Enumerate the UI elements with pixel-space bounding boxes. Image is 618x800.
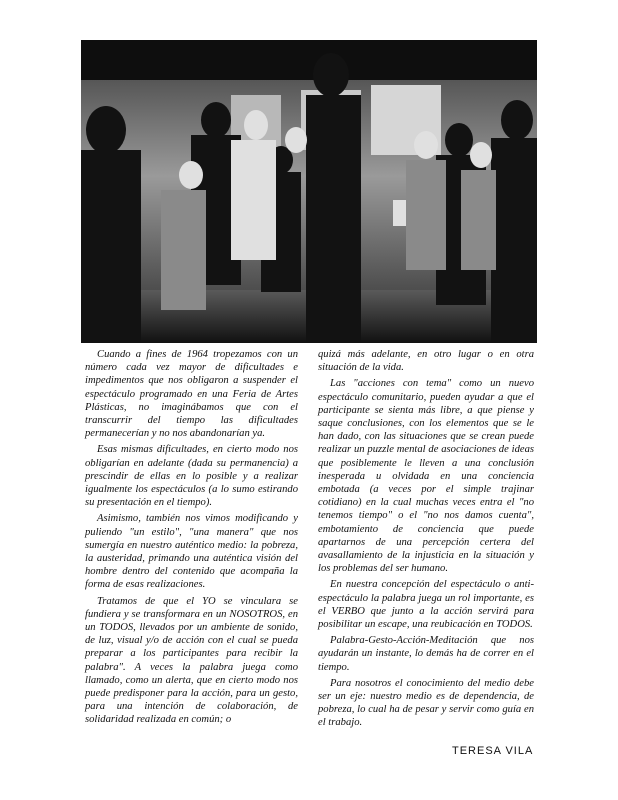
paragraph: En nuestra concepción del espectáculo o anti-espectáculo la palabra juega un rol importante, es el VERBO que junto a la acción servirá para posibilitar un escape, una reubicación en TODOS. (318, 579, 534, 631)
paragraph: Tratamos de que el YO se vinculara se fundiera y se transformara en un NOSOTROS, en un TODOS, llevados por un ambiente de sonido, de luz, visual y/o de acción con el cual se pueda preparar a los participantes para recibir la palabra". A veces la palabra juega como llamado, como un alerta, que en cierto modo nos puede predisponer para la acción, para un gesto, para una intención de colaboración, de solidaridad realizada en común; o (85, 595, 298, 726)
author-signature: TERESA VILA (452, 745, 534, 757)
photo-illustration (81, 40, 537, 343)
paragraph: Palabra-Gesto-Acción-Meditación que nos ayudarán un instante, lo demás ha de correr en el tiempo. (318, 635, 534, 673)
paragraph: Asimismo, también nos vimos modificando y puliendo "un estilo", "una manera" que nos sumergía en nuestro auténtico medio: la pobreza, la austeridad, primando una auténtica visión del hombre dentro del contenido que acompaña la forma de esas realizaciones. (85, 513, 298, 591)
paragraph: quizá más adelante, en otro lugar o en otra situación de la vida. (318, 349, 534, 374)
paragraph: Esas mismas dificultades, en cierto modo nos obligarían en adelante (dada su permanencia) a prescindir de ellas en lo posible y a realizar igualmente los espectáculos (a lo sumo estirando su presentación en el tiempo). (85, 444, 298, 509)
paragraph: Cuando a fines de 1964 tropezamos con un número cada vez mayor de dificultades e impedimentos que nos obligaron a suspender el espectáculo programado en una Feria de Artes Plásticas, no imaginábamos que con el transcurrir del tiempo las dificultades permanecerían y no nos abandonarían ya. (85, 349, 298, 440)
rehearsal-photo (81, 40, 537, 343)
article-column-right (318, 348, 534, 733)
paragraph: Las "acciones con tema" como un nuevo espectáculo comunitario, pueden ayudar a que el participante se sienta más libre, a que piense y saque conclusiones, con los elementos que se le han dado, con las situaciones que se crean puede realizar un puzzle mental de asociaciones de ideas que posiblemente le lleven a una conclusión inesperada u olvidada en una conciencia embotada (a veces por el simple trajinar cotidiano) en la cual muchas veces entra el "no tenemos tiempo" o el "no nos damos cuenta", embotamiento de conciencia que puede apartarnos de una percepción certera del avasallamiento de la injusticia en la situación y los problemas del ser humano. (318, 378, 534, 575)
article-column-left (85, 348, 298, 730)
paragraph: Para nosotros el conocimiento del medio debe ser un eje: nuestro medio es de dependencia, de pobreza, lo cual ha de pesar y servir como guía en el trabajo. (318, 677, 534, 729)
